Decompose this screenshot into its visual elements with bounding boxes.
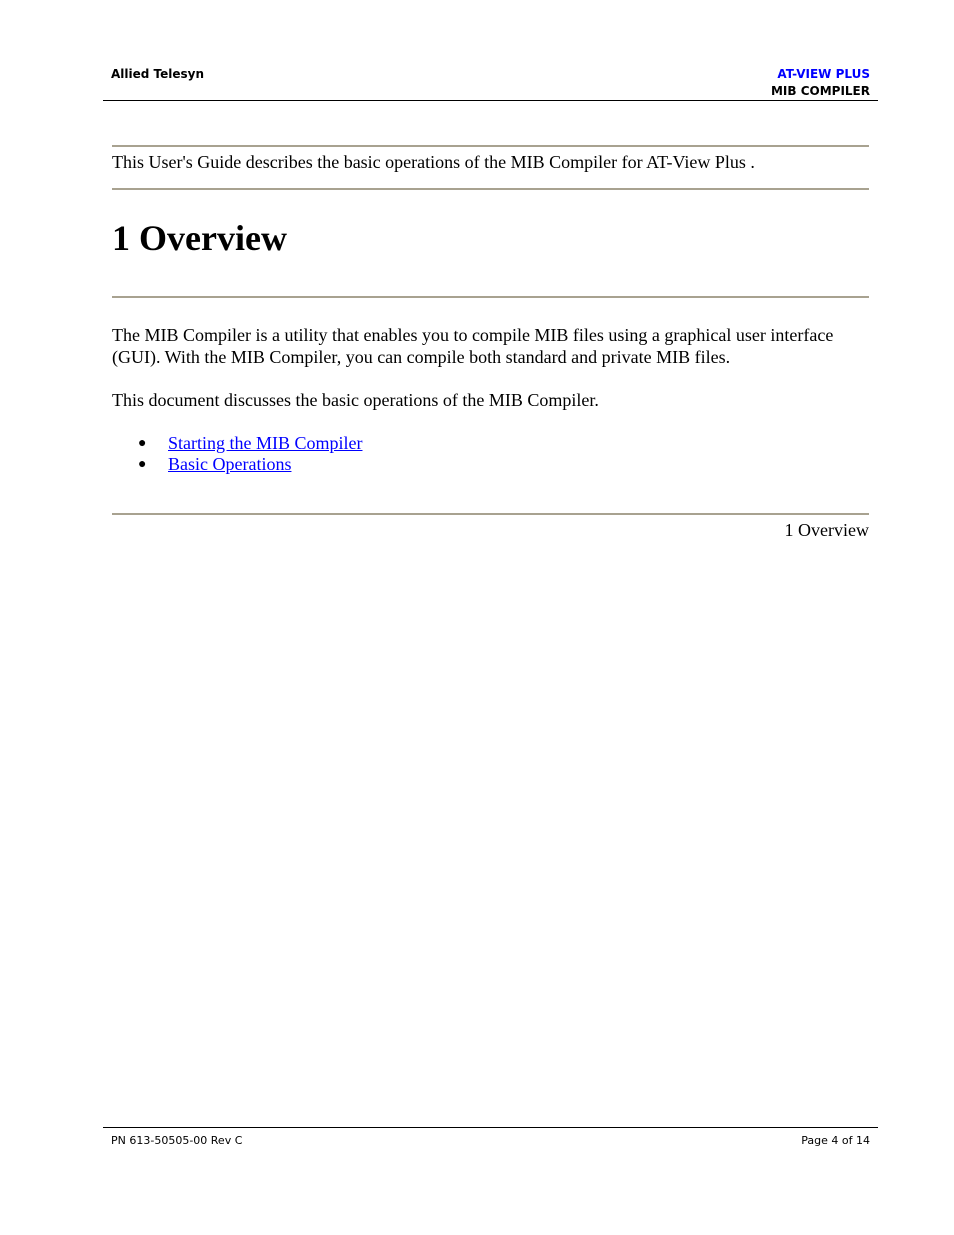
- product-name: AT-VIEW PLUS: [777, 67, 870, 81]
- bullet-icon: ●: [138, 457, 147, 472]
- page-number: Page 4 of 14: [801, 1134, 870, 1147]
- section-heading: 1 Overview: [112, 218, 287, 258]
- overview-paragraph: The MIB Compiler is a utility that enables you to compile MIB files using a graphical user interface (GUI). With the MIB Compiler, you can compile both standard and private MIB files.: [112, 325, 834, 367]
- divider: [112, 296, 869, 298]
- link-basic-operations[interactable]: Basic Operations: [168, 454, 292, 474]
- page-footer: [103, 1127, 878, 1147]
- divider: [112, 188, 869, 190]
- bullet-icon: ●: [138, 436, 147, 451]
- section-footer-label: 1 Overview: [784, 520, 869, 540]
- list-item: [112, 433, 362, 454]
- part-number: PN 613-50505-00 Rev C: [111, 1134, 243, 1147]
- topic-link-list: [112, 433, 362, 475]
- list-item: [112, 454, 362, 475]
- document-subtitle: MIB COMPILER: [770, 84, 870, 98]
- page-header: [103, 60, 878, 101]
- intro-text: This User's Guide describes the basic operations of the MIB Compiler for AT-View Plus .: [112, 152, 755, 172]
- company-name: Allied Telesyn: [111, 67, 205, 81]
- divider: [112, 513, 869, 515]
- discussion-paragraph: This document discusses the basic operations of the MIB Compiler.: [112, 390, 599, 410]
- link-starting-mib-compiler[interactable]: Starting the MIB Compiler: [168, 433, 363, 453]
- divider: [112, 145, 869, 147]
